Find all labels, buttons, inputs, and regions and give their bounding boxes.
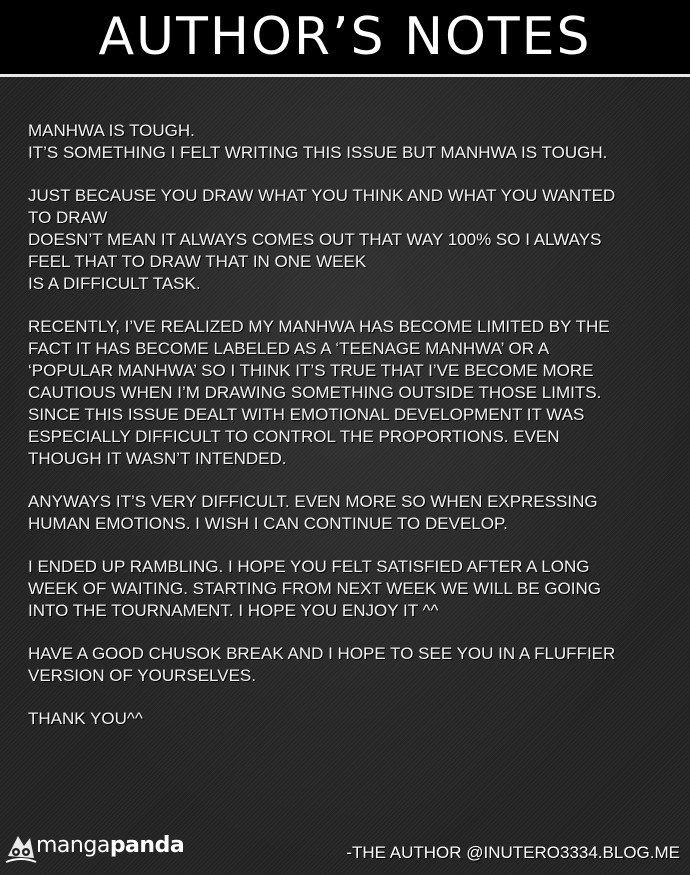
note-line: VERSION OF YOURSELVES. [28,666,256,685]
note-line: FEEL THAT TO DRAW THAT IN ONE WEEK [28,252,367,271]
note-line: INTO THE TOURNAMENT. I HOPE YOU ENJOY IT ^^ [28,601,439,620]
watermark-logo [4,826,185,870]
note-paragraph [28,185,668,295]
note-line: SINCE THIS ISSUE DEALT WITH EMOTIONAL DEVELOPMENT IT WAS [28,405,585,424]
author-signature: -THE AUTHOR @INUTERO3334.BLOG.ME [346,843,680,862]
page-title: AUTHOR’S NOTES [98,7,592,67]
note-line: TO DRAW [28,208,108,227]
header-bar [0,0,690,74]
note-paragraph [28,708,668,730]
note-paragraph [28,120,668,164]
note-line: DOESN’T MEAN IT ALWAYS COMES OUT THAT WAY 100% SO I ALWAYS [28,230,602,249]
notes-body [28,120,668,751]
logo-wordmark [36,834,184,858]
note-line: I ENDED UP RAMBLING. I HOPE YOU FELT SATISFIED AFTER A LONG [28,557,590,576]
header-divider [0,74,690,77]
note-paragraph [28,491,668,535]
note-line: FACT IT HAS BECOME LABELED AS A ‘TEENAGE MANHWA’ OR A [28,339,550,358]
note-line: ANYWAYS IT’S VERY DIFFICULT. EVEN MORE SO WHEN EXPRESSING [28,492,598,511]
note-line: JUST BECAUSE YOU DRAW WHAT YOU THINK AND WHAT YOU WANTED [28,186,616,205]
note-line: ESPECIALLY DIFFICULT TO CONTROL THE PROPORTIONS. EVEN [28,427,560,446]
logo-word-manga: manga [36,833,110,858]
note-line: ‘POPULAR MANHWA’ SO I THINK IT’S TRUE THAT I’VE BECOME MORE [28,361,594,380]
note-line: IS A DIFFICULT TASK. [28,274,201,293]
note-line: HUMAN EMOTIONS. I WISH I CAN CONTINUE TO DEVELOP. [28,514,508,533]
note-line: MANHWA IS TOUGH. [28,121,195,140]
note-paragraph [28,556,668,622]
note-line: THOUGH IT WASN’T INTENDED. [28,449,287,468]
panda-icon [4,828,38,866]
note-line: THANK YOU^^ [28,709,143,728]
note-line: CAUTIOUS WHEN I’M DRAWING SOMETHING OUTSIDE THOSE LIMITS. [28,383,602,402]
note-line: IT’S SOMETHING I FELT WRITING THIS ISSUE BUT MANHWA IS TOUGH. [28,143,608,162]
note-line: HAVE A GOOD CHUSOK BREAK AND I HOPE TO SEE YOU IN A FLUFFIER [28,644,616,663]
note-line: RECENTLY, I’VE REALIZED MY MANHWA HAS BECOME LIMITED BY THE [28,317,610,336]
note-paragraph [28,316,668,470]
note-line: WEEK OF WAITING. STARTING FROM NEXT WEEK WE WILL BE GOING [28,579,602,598]
note-paragraph [28,643,668,687]
logo-word-panda: panda [109,833,185,858]
